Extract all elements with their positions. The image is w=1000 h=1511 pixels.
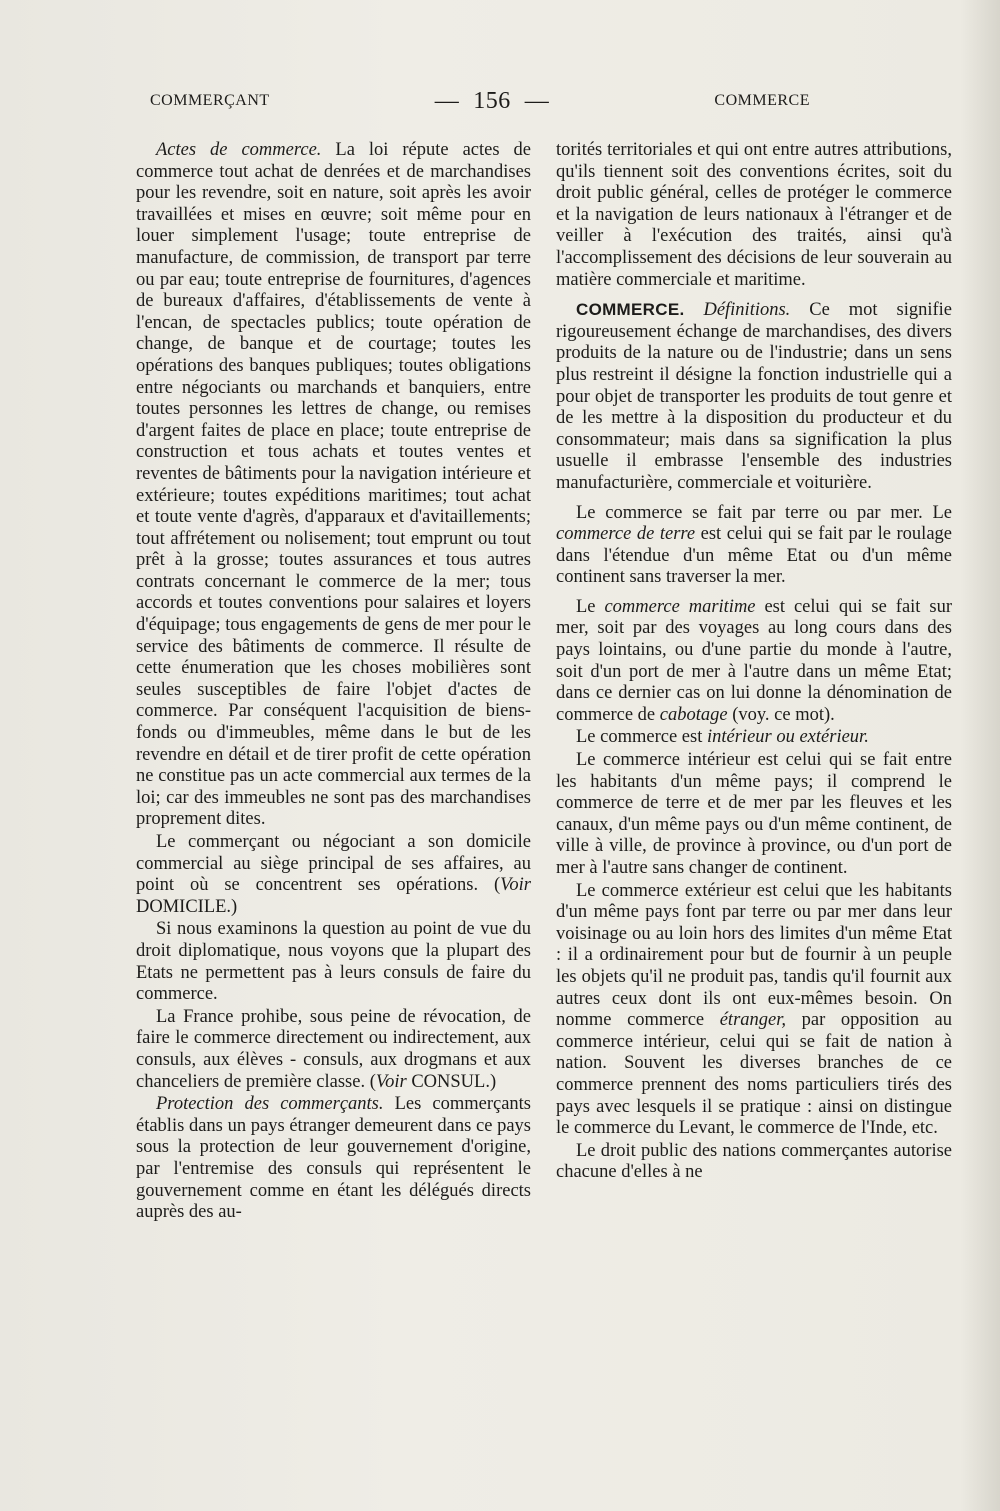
paragraph-domicile: Le commerçant ou négociant a son domicile commercial au siège principal de ses affaires, au point où se concentrent ses opérations. (Voir DOMICILE.) [136, 832, 531, 917]
paragraph-commerce-interieur: Le commerce intérieur est celui qui se fait entre les habitants d'un même pays; il comprend le commerce de terre et de mer par les fleuves et les canaux, d'un même pays ou d'un même continent, de ville à ville, de province à province, ou d'un port de mer à l'autre sans changer de continent. [556, 750, 952, 878]
run-in-heading: Protection des commerçants. [156, 1094, 384, 1115]
paragraph-continuation: torités territoriales et qui ont entre autres attributions, qu'ils tiennent soit des conventions écrites, soit du droit public général, celles de protéger le commerce et la navigation de leurs nationaux à l'étranger et de veiller à l'exécution des traités, ainsi qu'à l'accomplissement des décisions de leur souverain au matière commerciale et maritime. [556, 140, 952, 290]
paragraph-commerce-exterieur: Le commerce extérieur est celui que les habitants d'un même pays font par terre ou par mer dans leur voisinage ou au loin hors des limites d'un même Etat : il a ordinairement pour but de fournir à un peuple les objets qu'il ne produit pas, tandis qu'il fournit aux autres ceux dont ils ont eux-mêmes besoin. On nomme commerce étranger, par opposition au commerce intérieur, celui qui se fait de nation à nation. Souvent les diverses branches de ce commerce prennent des noms particuliers tirés des pays avec lesquels il se pratique : ainsi on distingue le commerce du Levant, le commerce de l'Inde, etc. [556, 880, 952, 1139]
paragraph-france-prohibe: La France prohibe, sous peine de révocation, de faire le commerce directement ou indirectement, aux consuls, aux élèves - consuls, aux drogmans et aux chanceliers de première classe. (Voir CONSUL.) [136, 1006, 531, 1092]
run-in-heading: Définitions. [703, 300, 791, 321]
paragraph-droit-public: Le droit public des nations commerçantes autorise chacune d'elles à ne [556, 1140, 952, 1183]
entry-title: COMMERCE. [576, 300, 685, 320]
header-right-word: COMMERCE [714, 92, 810, 109]
page-number: 156 [473, 87, 511, 114]
entry-commerce: COMMERCE. Définitions. Ce mot signifie rigoureusement échange de marchandises, des divers produits de la nature ou de l'industrie; dans un sens plus restreint il désigne la fonction industrielle qui a pour objet de transporter les produits de tout genre et de les mettre à la disposition du producteur et du consommateur; mais dans sa signification la plus usuelle il embrasse l'ensemble des industries manufacturière, commerciale et voiturière. [556, 300, 953, 493]
paragraph-commerce-de-terre: Le commerce se fait par terre ou par mer. Le commerce de terre est celui qui se fait par le roulage dans l'étendue d'un même Etat ou d'un même continent sans traverser la mer. [556, 502, 952, 588]
header-left-word: COMMERÇANT [150, 92, 270, 109]
header-dash-right: — [524, 87, 550, 114]
page-number-block [421, 88, 564, 115]
running-header [150, 84, 810, 118]
left-column [136, 140, 531, 1224]
paragraph-actes-de-commerce: Actes de commerce. La loi répute actes de commerce tout achat de denrées et de marchandises pour les revendre, soit en nature, soit après les avoir travaillées et mises en œuvre; soit même pour en louer simplement l'usage; toute entreprise de manufacture, de commission, de transport par terre ou par eau; toute entreprise de fournitures, d'agences de bureaux d'affaires, d'établissements de vente à l'encan, de spectacles publics; toute opération de change, de banque et de courtage; toutes les opérations des banques publiques; toutes obligations entre négociants ou marchands et banquiers, entre toutes personnes les lettres de change, ou remises d'argent faites de place en place; toute entreprise de construction et tous achats et toutes ventes et reventes de bâtiments pour la navigation intérieure et extérieure; toutes expéditions maritimes; tout achat et toute vente d'agrès, d'apparaux et d'avitaillements; tout affrétement ou nolisement; tout emprunt ou tout prêt à la grosse; toutes assurances et tous autres contrats concernant le commerce de la mer; tous accords et toutes conventions pour salaires et loyers d'équipage; tous engagements de gens de mer pour le service des bâtiments de commerce. Il résulte de cette énumeration que les choses mobilières sont seules susceptibles de faire l'objet d'actes de commerce. Par conséquent l'acquisition de biens-fonds ou d'immeubles, même dans le but de les revendre en détail et de tirer profit de cette opération ne constitue pas un acte commercial aux termes de la loi; car des immeubles ne sont pas des marchandises proprement dites. [136, 140, 532, 830]
paragraph-droit-diplomatique: Si nous examinons la question au point de vue du droit diplomatique, nous voyons que la plupart des Etats ne permettent pas à leurs consuls de faire du commerce. [136, 919, 531, 1005]
run-in-heading: Actes de commerce. [156, 140, 322, 160]
paragraph-protection-commercants: Protection des commerçants. Les commerçants établis dans un pays étranger demeurent dans ce pays sous la protection de leur gouvernement d'origine, par l'entremise des consuls qui représentent le gouvernement comme en étant les délégués directs auprès des au- [136, 1094, 531, 1223]
page-edge-shadow [960, 0, 1000, 1511]
paragraph-interieur-exterieur: Le commerce est intérieur ou extérieur. [576, 727, 869, 748]
header-dash-left: — [434, 87, 460, 114]
right-column [556, 140, 952, 1184]
paragraph-commerce-maritime: Le commerce maritime est celui qui se fait sur mer, soit par des voyages au long cours dans des pays lointains, ou d'une partie du monde à l'autre, soit d'un port de mer à l'autre dans un même Etat; dans ce dernier cas on lui donne la dénomination de commerce de cabotage (voy. ce mot). [556, 596, 952, 725]
